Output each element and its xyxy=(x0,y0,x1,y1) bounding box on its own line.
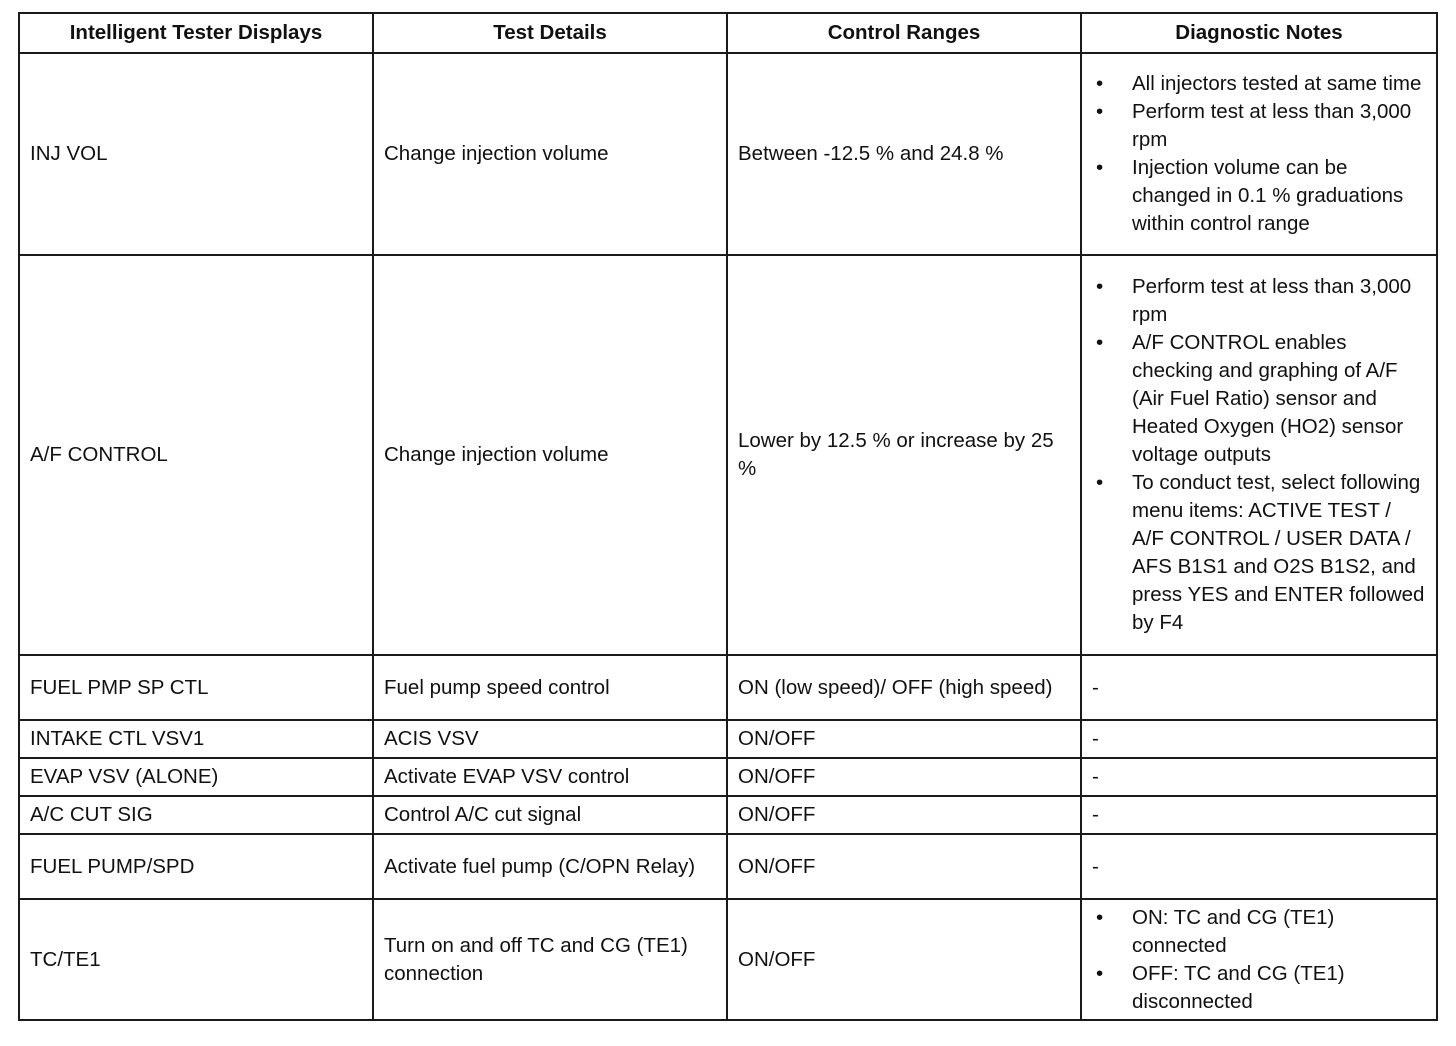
note-item: • ON: TC and CG (TE1) connected xyxy=(1092,904,1426,960)
range-cell: ON (low speed)/ OFF (high speed) xyxy=(727,655,1081,720)
table-row xyxy=(19,834,1437,899)
notes-cell: - xyxy=(1081,655,1437,720)
notes-cell: - xyxy=(1081,758,1437,796)
range-cell: ON/OFF xyxy=(727,834,1081,899)
range-cell: Between -12.5 % and 24.8 % xyxy=(727,53,1081,255)
header-control-ranges: Control Ranges xyxy=(727,13,1081,53)
header-diagnostic-notes: Diagnostic Notes xyxy=(1081,13,1437,53)
display-cell: A/C CUT SIG xyxy=(19,796,373,834)
display-cell: EVAP VSV (ALONE) xyxy=(19,758,373,796)
details-cell: Control A/C cut signal xyxy=(373,796,727,834)
details-cell: Change injection volume xyxy=(373,255,727,655)
display-cell: A/F CONTROL xyxy=(19,255,373,655)
range-cell: ON/OFF xyxy=(727,796,1081,834)
display-cell: INTAKE CTL VSV1 xyxy=(19,720,373,758)
note-item: • Perform test at less than 3,000 rpm xyxy=(1092,98,1426,154)
details-cell: Activate EVAP VSV control xyxy=(373,758,727,796)
display-cell: INJ VOL xyxy=(19,53,373,255)
display-cell: TC/TE1 xyxy=(19,899,373,1020)
notes-list xyxy=(1092,70,1426,238)
table-row xyxy=(19,53,1437,255)
header-tester-displays: Intelligent Tester Displays xyxy=(19,13,373,53)
note-item: • OFF: TC and CG (TE1) disconnected xyxy=(1092,960,1426,1016)
note-item: • Perform test at less than 3,000 rpm xyxy=(1092,273,1426,329)
details-cell: ACIS VSV xyxy=(373,720,727,758)
table-row xyxy=(19,899,1437,1020)
display-cell: FUEL PUMP/SPD xyxy=(19,834,373,899)
header-row xyxy=(19,13,1437,53)
range-cell: Lower by 12.5 % or increase by 25 % xyxy=(727,255,1081,655)
table-row xyxy=(19,720,1437,758)
note-item: • To conduct test, select following menu items: ACTIVE TEST / A/F CONTROL / USER DATA / AFS B1S1 and O2S B1S2, and press YES and ENTER followed by F4 xyxy=(1092,469,1426,637)
active-test-table xyxy=(18,12,1438,1021)
details-cell: Change injection volume xyxy=(373,53,727,255)
table-row xyxy=(19,255,1437,655)
notes-cell xyxy=(1081,53,1437,255)
table-row xyxy=(19,796,1437,834)
details-cell: Activate fuel pump (C/OPN Relay) xyxy=(373,834,727,899)
notes-cell: - xyxy=(1081,796,1437,834)
details-cell: Fuel pump speed control xyxy=(373,655,727,720)
note-item: • Injection volume can be changed in 0.1 % graduations within control range xyxy=(1092,154,1426,238)
details-cell: Turn on and off TC and CG (TE1) connection xyxy=(373,899,727,1020)
range-cell: ON/OFF xyxy=(727,720,1081,758)
note-item: • All injectors tested at same time xyxy=(1092,70,1426,98)
notes-list xyxy=(1092,904,1426,1016)
notes-cell: - xyxy=(1081,720,1437,758)
range-cell: ON/OFF xyxy=(727,899,1081,1020)
notes-cell xyxy=(1081,899,1437,1020)
table-row xyxy=(19,758,1437,796)
range-cell: ON/OFF xyxy=(727,758,1081,796)
table-row xyxy=(19,655,1437,720)
notes-list xyxy=(1092,273,1426,637)
notes-cell: - xyxy=(1081,834,1437,899)
header-test-details: Test Details xyxy=(373,13,727,53)
notes-cell xyxy=(1081,255,1437,655)
note-item: • A/F CONTROL enables checking and graphing of A/F (Air Fuel Ratio) sensor and Heated Oxygen (HO2) sensor voltage outputs xyxy=(1092,329,1426,469)
display-cell: FUEL PMP SP CTL xyxy=(19,655,373,720)
